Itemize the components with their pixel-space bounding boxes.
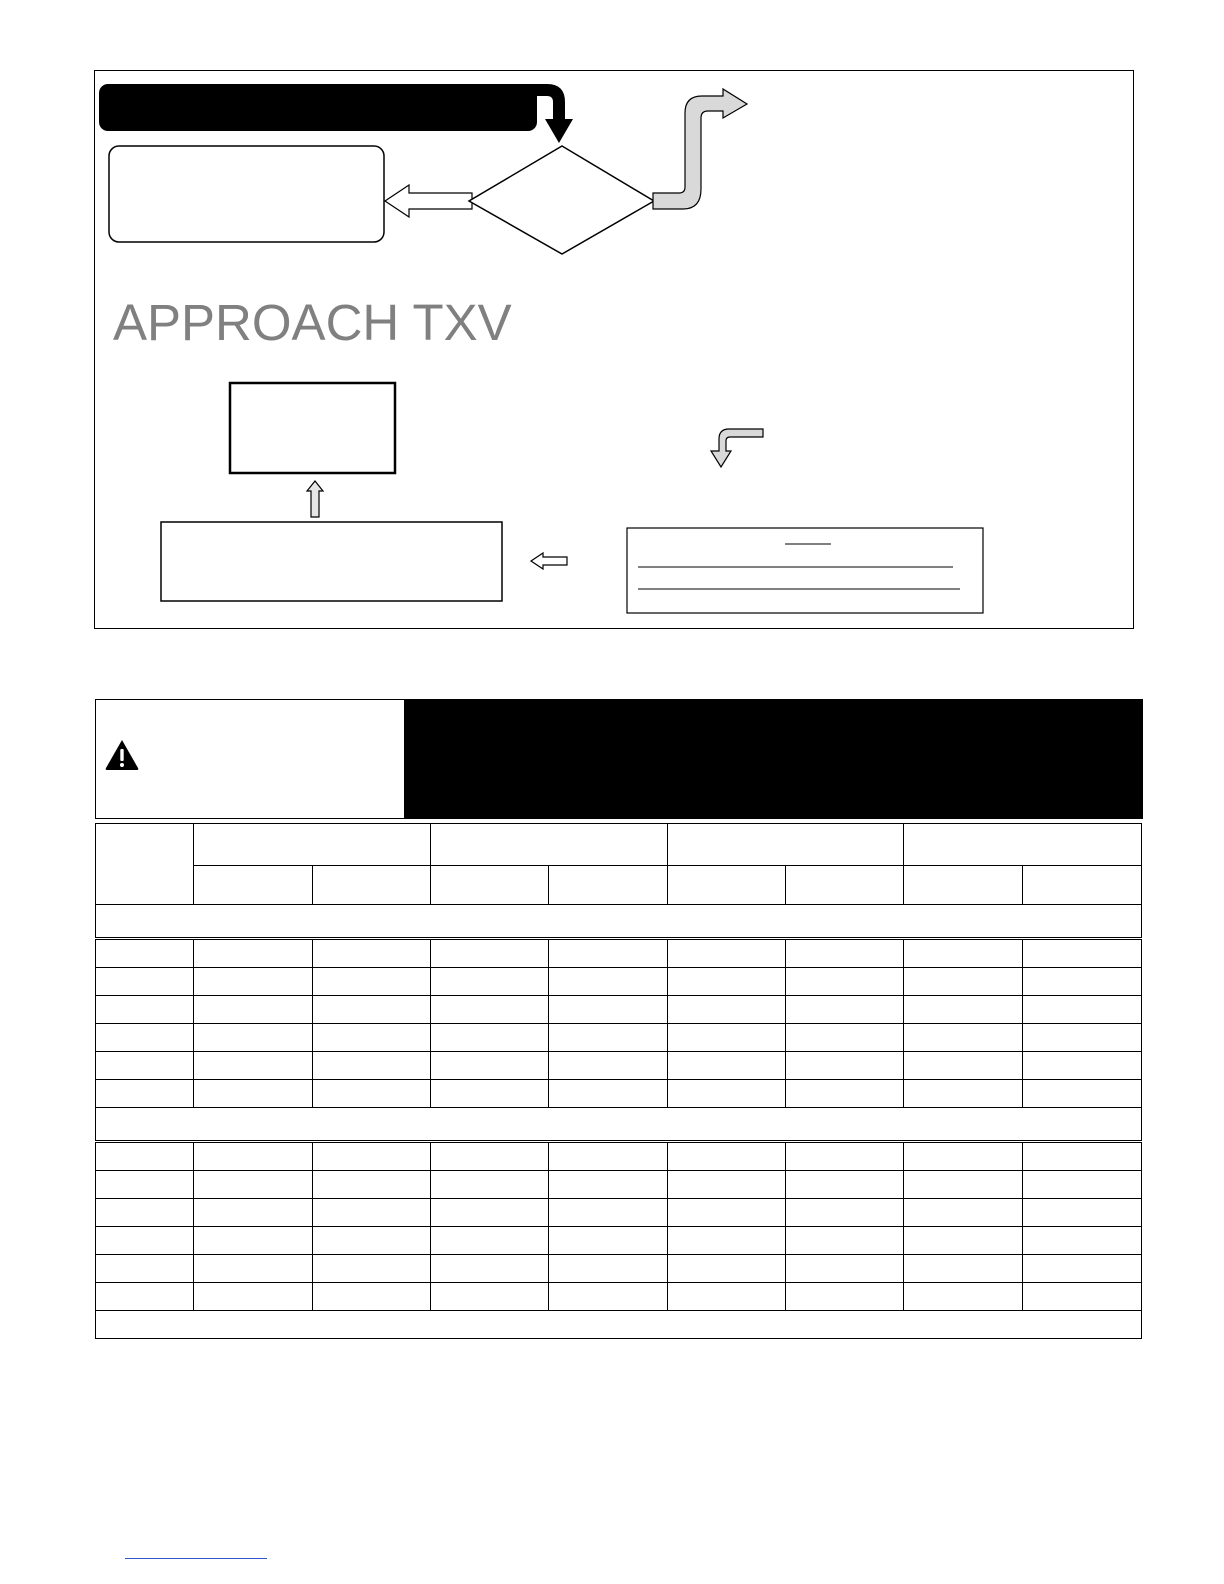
table-row: [96, 1080, 1142, 1108]
table-cell: [1022, 968, 1141, 996]
table-cell: [430, 968, 548, 996]
upper-step-box: [230, 383, 395, 473]
table-row: [96, 1142, 1142, 1171]
table-cell: [785, 1024, 903, 1052]
table-cell: [194, 1171, 312, 1199]
note-box: [627, 528, 983, 613]
subheader: [667, 866, 785, 905]
table-cell: [785, 1227, 903, 1255]
table-cell: [904, 968, 1022, 996]
table-cell: [96, 1052, 194, 1080]
table-row: [96, 1171, 1142, 1199]
table-cell: [194, 1024, 312, 1052]
table-cell: [1022, 1171, 1141, 1199]
table-cell: [549, 1142, 667, 1171]
table-cell: [1022, 1080, 1141, 1108]
table-cell: [904, 1283, 1022, 1311]
table-cell: [96, 1142, 194, 1171]
header-group: [430, 824, 667, 866]
table-cell: [667, 1255, 785, 1283]
table-cell: [1022, 939, 1141, 968]
table-cell: [312, 1024, 430, 1052]
section-title: [96, 905, 1142, 939]
table-cell: [904, 1024, 1022, 1052]
table-cell: [194, 1199, 312, 1227]
subheader: [904, 866, 1022, 905]
table-cell: [312, 968, 430, 996]
table-cell: [194, 968, 312, 996]
table-cell: [667, 1080, 785, 1108]
table-cell: [96, 939, 194, 968]
table-row: [96, 1052, 1142, 1080]
table-cell: [1022, 1024, 1141, 1052]
table-cell: [549, 1052, 667, 1080]
table-cell: [667, 1227, 785, 1255]
footer-link-underline[interactable]: [125, 1558, 267, 1559]
warning-label-panel: [96, 700, 404, 818]
table-cell: [430, 1283, 548, 1311]
table-cell: [785, 1255, 903, 1283]
table-cell: [549, 1080, 667, 1108]
table-cell: [194, 1227, 312, 1255]
subheader: [430, 866, 548, 905]
table-cell: [549, 939, 667, 968]
table-cell: [904, 939, 1022, 968]
table-cell: [312, 1283, 430, 1311]
table-cell: [785, 996, 903, 1024]
table-cell: [1022, 1199, 1141, 1227]
approach-title: APPROACH TXV: [113, 294, 512, 351]
subheader: [785, 866, 903, 905]
table-cell: [96, 1255, 194, 1283]
table-row: [96, 1227, 1142, 1255]
table-cell: [194, 1283, 312, 1311]
table-cell: [194, 996, 312, 1024]
table-cell: [667, 996, 785, 1024]
small-left-arrow: [531, 553, 567, 569]
table-cell: [785, 1052, 903, 1080]
subheader: [1022, 866, 1141, 905]
table-cell: [194, 939, 312, 968]
table-cell: [96, 968, 194, 996]
table-cell: [312, 1255, 430, 1283]
table-cell: [194, 1080, 312, 1108]
table-cell: [1022, 1255, 1141, 1283]
table-cell: [194, 1142, 312, 1171]
table-cell: [904, 1142, 1022, 1171]
table-cell: [667, 1199, 785, 1227]
table-header-row: [96, 824, 1142, 866]
banner-arrow: [99, 84, 573, 143]
table-cell: [96, 1283, 194, 1311]
table-cell: [96, 1171, 194, 1199]
table-cell: [549, 1283, 667, 1311]
table-cell: [904, 996, 1022, 1024]
up-arrow: [307, 481, 323, 517]
left-decision-box: [109, 146, 384, 242]
table-cell: [904, 1255, 1022, 1283]
table-cell: [1022, 1283, 1141, 1311]
data-table: [95, 823, 1142, 1339]
table-cell: [430, 1255, 548, 1283]
table-cell: [1022, 1227, 1141, 1255]
table-cell: [667, 968, 785, 996]
table-cell: [667, 1171, 785, 1199]
decision-diamond: [469, 146, 654, 254]
table-cell: [312, 939, 430, 968]
table-cell: [667, 1052, 785, 1080]
table-cell: [96, 996, 194, 1024]
down-elbow-arrow: [711, 429, 763, 467]
table-cell: [312, 1227, 430, 1255]
table-cell: [667, 1142, 785, 1171]
flowchart-frame: [94, 70, 1134, 629]
table-cell: [312, 1052, 430, 1080]
table-cell: [1022, 1142, 1141, 1171]
table-section-row: [96, 905, 1142, 939]
table-cell: [1022, 996, 1141, 1024]
table-cell: [430, 1080, 548, 1108]
header-group: [667, 824, 904, 866]
table-cell: [667, 939, 785, 968]
subheader: [549, 866, 667, 905]
warning-triangle-icon: [104, 738, 140, 771]
table-cell: [430, 939, 548, 968]
table-cell: [785, 968, 903, 996]
table-cell: [194, 1052, 312, 1080]
table-row: [96, 1024, 1142, 1052]
table-cell: [904, 1052, 1022, 1080]
table-cell: [785, 939, 903, 968]
table-row: [96, 1255, 1142, 1283]
table-cell: [904, 1080, 1022, 1108]
table-cell: [667, 1024, 785, 1052]
section-title: [96, 1108, 1142, 1142]
warning-header: [95, 699, 1142, 819]
lower-step-box: [161, 522, 502, 601]
warning-message-panel: [404, 699, 1143, 819]
table-cell: [312, 1080, 430, 1108]
table-cell: [312, 1171, 430, 1199]
table-cell: [194, 1255, 312, 1283]
table-cell: [549, 1227, 667, 1255]
table-cell: [430, 1052, 548, 1080]
table-cell: [667, 1283, 785, 1311]
table-cell: [904, 1227, 1022, 1255]
table-cell: [430, 996, 548, 1024]
table-section-row: [96, 1108, 1142, 1142]
subheader: [312, 866, 430, 905]
table-cell: [785, 1142, 903, 1171]
table-cell: [904, 1171, 1022, 1199]
table-cell: [785, 1199, 903, 1227]
table-cell: [1022, 1052, 1141, 1080]
table-cell: [430, 1142, 548, 1171]
table-cell: [430, 1024, 548, 1052]
table-cell: [430, 1171, 548, 1199]
table-cell: [904, 1199, 1022, 1227]
header-group: [904, 824, 1142, 866]
left-arrow: [385, 185, 472, 217]
table-cell: [785, 1080, 903, 1108]
table-row: [96, 939, 1142, 968]
table-cell: [312, 996, 430, 1024]
table-cell: [96, 1227, 194, 1255]
table-cell: [549, 1171, 667, 1199]
table-row: [96, 968, 1142, 996]
table-cell: [96, 1080, 194, 1108]
table-row: [96, 996, 1142, 1024]
table-cell: [430, 1199, 548, 1227]
table-subheader-row: [96, 866, 1142, 905]
table-row: [96, 1283, 1142, 1311]
table-cell: [312, 1199, 430, 1227]
table-row: [96, 1199, 1142, 1227]
table-cell: [549, 1255, 667, 1283]
table-cell: [430, 1227, 548, 1255]
table-cell: [785, 1171, 903, 1199]
table-footnote-row: [96, 1311, 1142, 1339]
table-cell: [785, 1283, 903, 1311]
header-group: [194, 824, 431, 866]
table-cell: [549, 996, 667, 1024]
table-cell: [549, 1024, 667, 1052]
table-cell: [549, 968, 667, 996]
table-footnote: [96, 1311, 1142, 1339]
table-cell: [312, 1142, 430, 1171]
subheader: [194, 866, 312, 905]
yes-elbow-arrow: [653, 89, 747, 209]
table-cell: [96, 1199, 194, 1227]
table-cell: [549, 1199, 667, 1227]
row-label-header: [96, 824, 194, 905]
table-cell: [96, 1024, 194, 1052]
